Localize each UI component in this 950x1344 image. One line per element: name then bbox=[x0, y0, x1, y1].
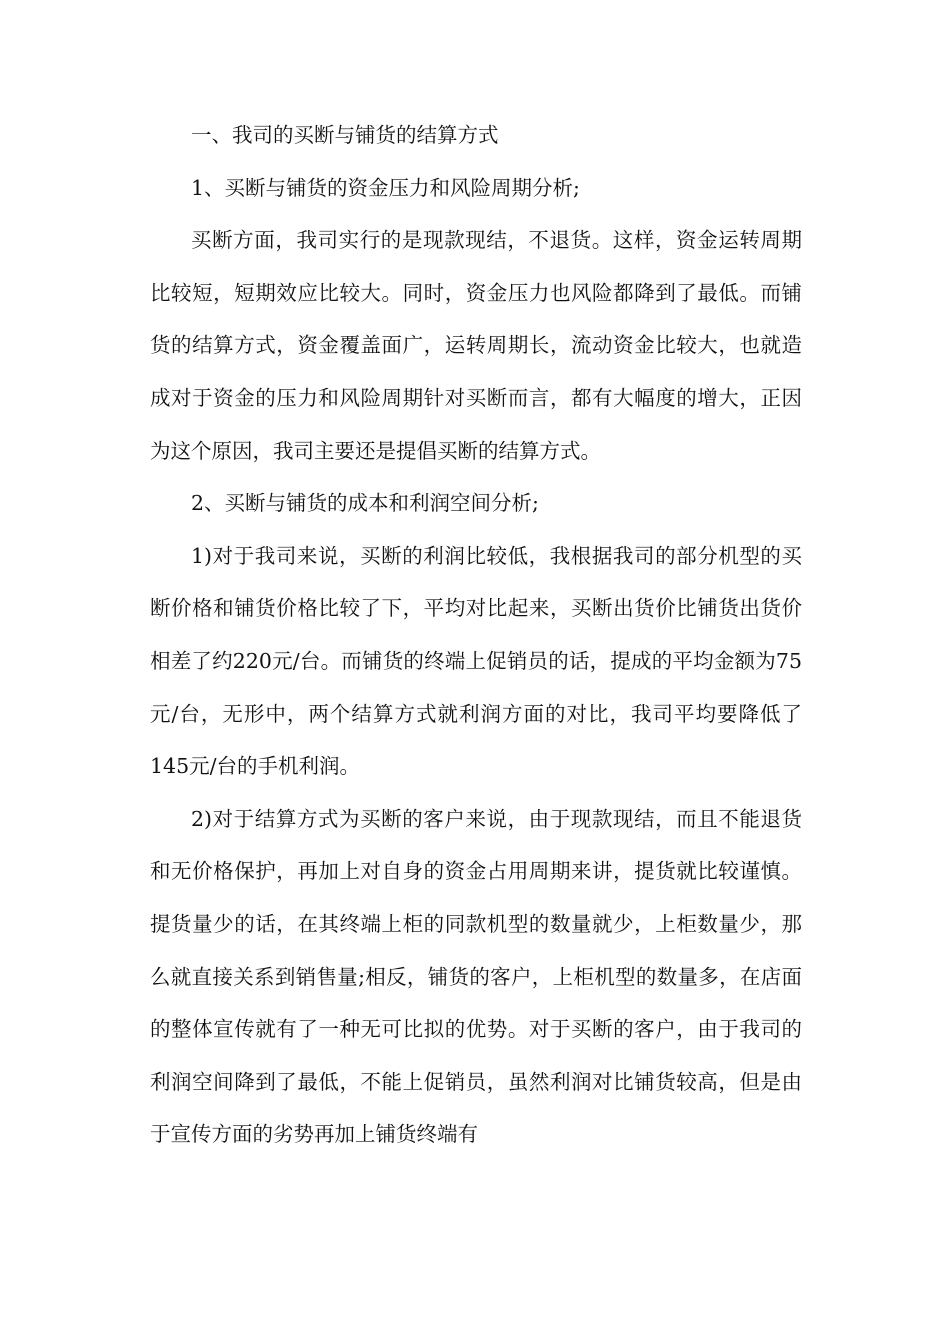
document-body bbox=[150, 109, 802, 1161]
sub-heading-cost-profit: 2、买断与铺货的成本和利润空间分析; bbox=[191, 491, 539, 516]
paragraph-capital-risk: 买断方面，我司实行的是现款现结，不退货。这样，资金运转周期比较短，短期效应比较大。同时，资金压力也风险都降到了最低。而铺货的结算方式，资金覆盖面广，运转周期长，流动资金比较大，也就造成对于资金的压力和风险周期针对买断而言，都有大幅度的增大，正因为这个原因，我司主要还是提倡买断的结算方式。 bbox=[150, 228, 802, 463]
section-heading: 一、我司的买断与铺货的结算方式 bbox=[191, 123, 499, 147]
paragraph-profit-customer: 2)对于结算方式为买断的客户来说，由于现款现结，而且不能退货和无价格保护，再加上对自身的资金占用周期来讲，提货就比较谨慎。提货量少的话，在其终端上柜的同款机型的数量就少，上柜数量少，那么就直接关系到销售量;相反，铺货的客户，上柜机型的数量多，在店面的整体宣传就有了一种无可比拟的优势。对于买断的客户，由于我司的利润空间降到了最低，不能上促销员，虽然利润对比铺货较高，但是由于宣传方面的劣势再加上铺货终端有 bbox=[150, 806, 802, 1147]
paragraph-profit-company: 1)对于我司来说，买断的利润比较低，我根据我司的部分机型的买断价格和铺货价格比较了下，平均对比起来，买断出货价比铺货出货价相差了约220元/台。而铺货的终端上促销员的话，提成的平均金额为75元/台，无形中，两个结算方式就利润方面的对比，我司平均要降低了145元/台的手机利润。 bbox=[150, 543, 802, 779]
sub-heading-capital-risk: 1、买断与铺货的资金压力和风险周期分析; bbox=[191, 175, 580, 200]
